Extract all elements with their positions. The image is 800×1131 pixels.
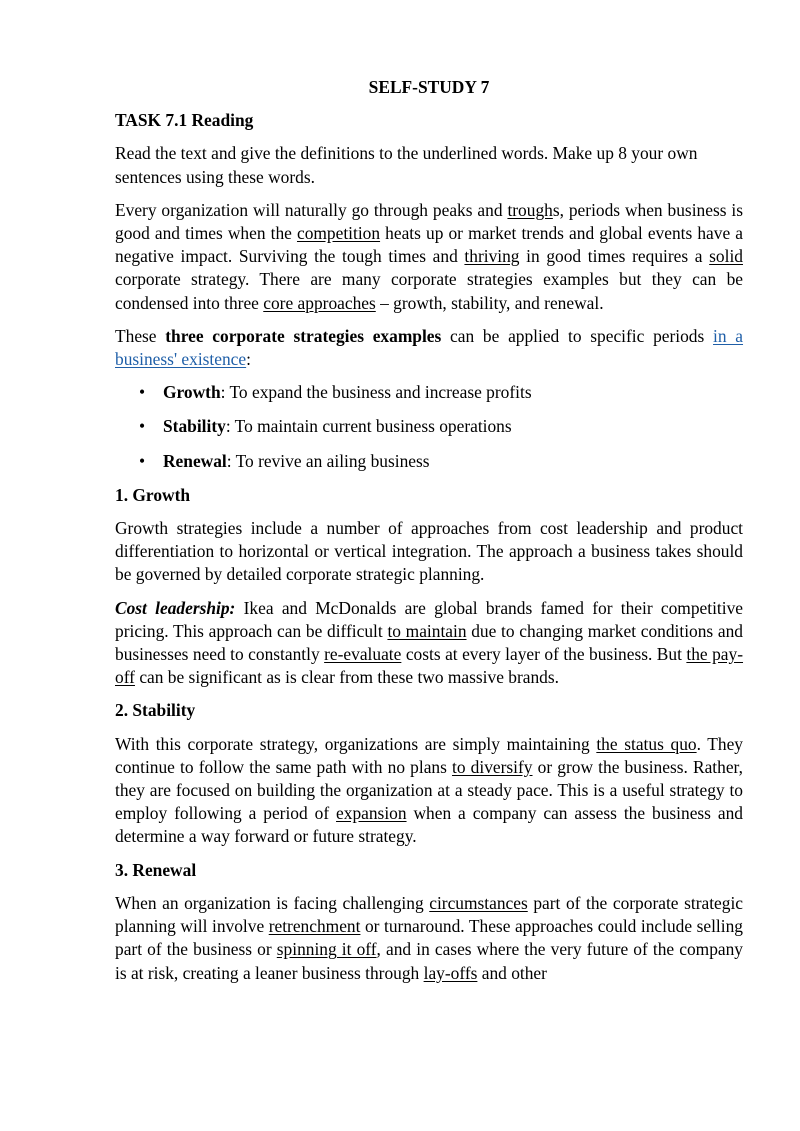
list-item [115,415,743,438]
bullet-desc: : To maintain current business operations [225,416,512,437]
business-existence-link[interactable]: in a business' existence [115,325,744,370]
cost-leadership-paragraph [115,597,743,690]
document-title: SELF-STUDY 7 [368,77,490,97]
task-heading: TASK 7.1 Reading [115,110,254,131]
text-run: When an organization is facing challenging [115,892,430,913]
text-run: or grow the business. Rather, they are focused on building the organization at a steady pace. This is a useful strategy to employ following a period of [115,756,743,824]
examples-paragraph [115,325,743,371]
text-run: Ikea and McDonalds are global brands famed for their competitive pricing. This approach can be difficult [115,597,743,641]
text-run: due to changing market conditions and businesses need to constantly [115,620,743,665]
intro-paragraph [115,199,743,315]
text-run: – growth, stability, and renewal. [375,292,604,313]
text-run: in good times requires a [519,246,710,267]
cost-leadership-lead: Cost leadership: [115,597,236,618]
bullet-icon: • [139,450,146,471]
growth-heading: 1. Growth [115,484,191,505]
underlined-word-expansion: expansion [336,803,407,824]
bullet-term: Stability [163,416,226,437]
stability-heading: 2. Stability [115,700,196,721]
underlined-word-to-maintain: to maintain [387,620,467,641]
text-run: heats up or market trends and global events have a negative impact. Surviving the tough times and [115,223,743,267]
underlined-word-to-diversify: to diversify [452,756,533,777]
text-run: s, periods when business is good and times when the [115,199,743,244]
text-run: These [115,325,166,346]
text-run: corporate strategy. There are many corporate strategies examples but they can be condensed into three [115,269,743,313]
bold-phrase: three corporate strategies examples [165,325,442,346]
text-run: . They continue to follow the same path with no plans [115,733,744,777]
strategy-bullet-list [115,381,743,473]
underlined-word-core-approaches: core approaches [263,292,376,313]
text-run: With this corporate strategy, organizations are simply maintaining [115,733,597,754]
text-run: , and in cases where the very future of the company is at risk, creating a leaner business through [115,939,743,983]
text-run: : [246,349,251,370]
text-run: Every organization will naturally go through peaks and [115,199,508,220]
underlined-word-lay-offs: lay-offs [423,962,478,983]
bullet-term: Growth [163,382,221,403]
text-run: when a company can assess the business and determine a way forward or future strategy. [115,803,743,847]
underlined-word-status-quo: the status quo [596,733,697,754]
renewal-heading: 3. Renewal [115,859,197,880]
underlined-word-competition: competition [296,223,381,244]
bullet-icon: • [139,416,146,437]
underlined-word-trough: trough [507,199,553,220]
text-run: part of the corporate strategic planning will involve [115,892,743,937]
text-run: and other [477,962,547,983]
bullet-term: Renewal [163,450,227,471]
bullet-desc: : To expand the business and increase profits [220,382,532,403]
underlined-word-retrenchment: retrenchment [268,916,361,937]
text-run: can be applied to specific periods [441,325,714,346]
underlined-word-solid: solid [709,246,743,267]
instruction-paragraph: Read the text and give the definitions to the underlined words. Make up 8 your own sentences using these words. [115,143,698,187]
bullet-desc: : To revive an ailing business [226,450,430,471]
text-run: or turnaround. These approaches could include selling part of the business or [115,916,743,960]
underlined-word-thriving: thriving [464,246,520,267]
renewal-paragraph [115,892,743,985]
text-run: costs at every layer of the business. But [401,644,687,665]
underlined-word-circumstances: circumstances [429,892,528,913]
list-item [115,381,743,404]
underlined-word-pay-off: the pay-off [115,644,744,688]
bullet-icon: • [139,382,146,403]
text-run: can be significant as is clear from these two massive brands. [134,667,559,688]
underlined-word-spinning-it-off: spinning it off [276,939,377,960]
stability-paragraph [115,733,743,849]
underlined-word-re-evaluate: re-evaluate [324,644,402,665]
growth-paragraph: Growth strategies include a number of approaches from cost leadership and product differentiation to horizontal or vertical integration. The approach a business takes should be governed by detailed corporate strategic planning. [115,518,743,585]
document-page [115,72,743,995]
list-item [115,450,743,473]
